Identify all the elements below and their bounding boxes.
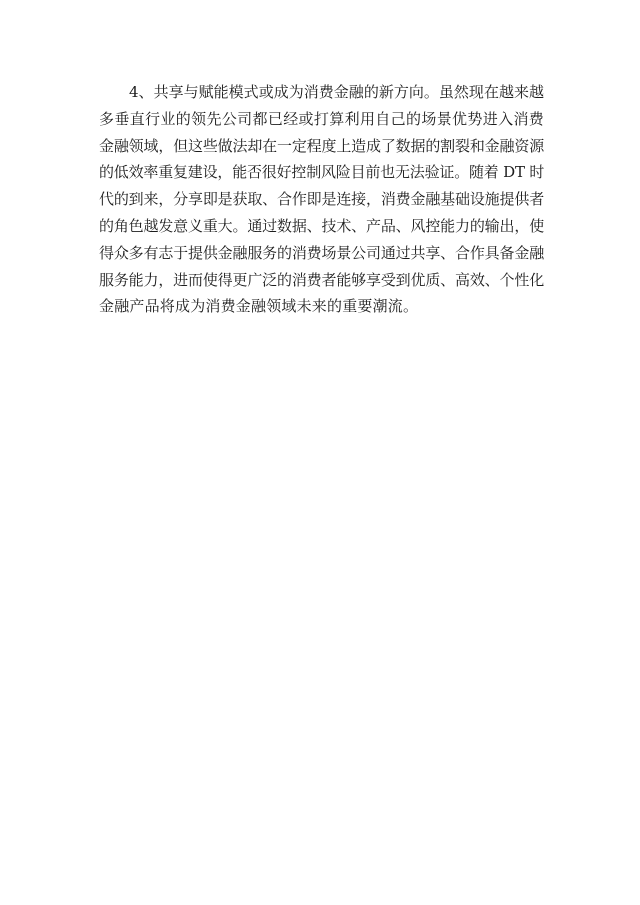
paragraph-line: 代的到来，分享即是获取、合作即是连接，消费金融基础设施提供者 xyxy=(99,190,544,209)
paragraph-line: 服务能力，进而使得更广泛的消费者能够享受到优质、高效、个性化 xyxy=(99,270,544,289)
paragraph-line: 金融领域，但这些做法却在一定程度上造成了数据的割裂和金融资源 xyxy=(99,136,544,155)
paragraph-line: 的低效率重复建设，能否很好控制风险目前也无法验证。随着 DT 时 xyxy=(99,163,545,182)
paragraph xyxy=(99,79,544,320)
paragraph-line: 的角色越发意义重大。通过数据、技术、产品、风控能力的输出，使 xyxy=(99,216,544,235)
paragraph-line: 多垂直行业的领先公司都已经或打算利用自己的场景优势进入消费 xyxy=(99,109,544,128)
paragraph-line: 4、共享与赋能模式或成为消费金融的新方向。虽然现在越来越 xyxy=(129,83,544,101)
paragraph-line: 得众多有志于提供金融服务的消费场景公司通过共享、合作具备金融 xyxy=(99,243,544,262)
paragraph-line: 金融产品将成为消费金融领域未来的重要潮流。 xyxy=(99,297,419,316)
